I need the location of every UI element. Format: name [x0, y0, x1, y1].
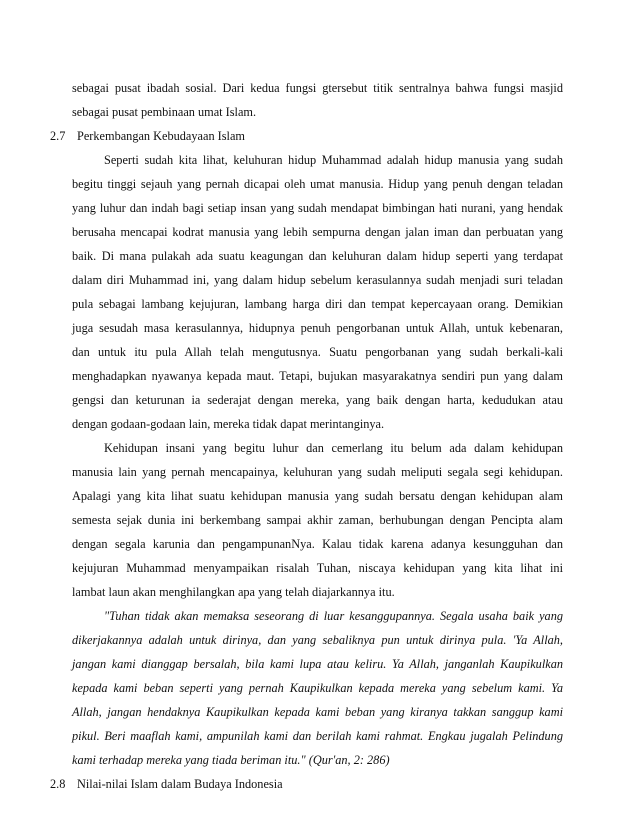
body-text-line: dan untuk itu pula Allah telah mengutusnya. Suatu pengorbanan yang sudah berkali-kali [72, 345, 563, 359]
body-text-line: berusaha mencapai kodrat manusia yang lebih sempurna dengan jalan iman dan perbuatan yang [72, 225, 563, 239]
body-text-line: sebagai pusat pembinaan umat Islam. [72, 105, 257, 119]
body-text-line: gengsi dan keturunan ia sederajat dengan mereka, yang baik dengan harta, kedudukan atau [72, 393, 563, 407]
body-text-line: Seperti sudah kita lihat, keluhuran hidup Muhammad adalah hidup manusia yang sudah [104, 153, 563, 167]
body-text-line: juga sesudah masa kerasulannya, hidupnya penuh pengorbanan untuk Allah, untuk kebenaran, [72, 321, 563, 335]
body-text-line: Kehidupan insani yang begitu luhur dan cemerlang itu belum ada dalam kehidupan [104, 441, 563, 455]
body-text-line: pula sebagai lambang kejujuran, lambang harga diri dan tempat kepercayaan orang. Demikian [72, 297, 563, 311]
body-text-line: lambat laun akan menghilangkan apa yang telah diajarkannya itu. [72, 585, 395, 599]
section-title: Nilai-nilai Islam dalam Budaya Indonesia [77, 777, 283, 791]
section-number: 2.7 [50, 129, 66, 143]
quote-line: jangan kami dianggap bersalah, bila kami lupa atau keliru. Ya Allah, janganlah Kaupikulkan [72, 657, 563, 671]
quote-line: pikul. Beri maaflah kami, ampunilah kami dan berilah kami rahmat. Engkau jugalah Pelindung [72, 729, 563, 743]
body-text-line: menghadapkan nyawanya kepada maut. Tetapi, bujukan masyarakatnya sendiri pun yang dalam [72, 369, 563, 383]
body-text-line: kejujuran Muhammad menyampaikan risalah Tuhan, niscaya kehidupan yang kita lihat ini [72, 561, 563, 575]
quote-line: dikerjakannya adalah untuk dirinya, dan yang sebaliknya pun untuk dirinya pula. 'Ya Allah, [72, 633, 563, 647]
body-text-line: sebagai pusat ibadah sosial. Dari kedua fungsi gtersebut titik sentralnya bahwa fungsi masjid [72, 81, 563, 95]
quote-line: kami terhadap mereka yang tiada beriman itu." (Qur'an, 2: 286) [72, 753, 390, 767]
quote-line: kepada kami beban seperti yang pernah Kaupikulkan kepada mereka yang sebelum kami. Ya [72, 681, 563, 695]
section-number: 2.8 [50, 777, 66, 791]
section-title: Perkembangan Kebudayaan Islam [77, 129, 245, 143]
quote-line: Allah, jangan hendaknya Kaupikulkan kepada kami beban yang kiranya takkan sanggup kami [72, 705, 563, 719]
body-text-line: manusia lain yang pernah mencapainya, keluhuran yang sudah meliputi segala segi kehidupan. [72, 465, 563, 479]
body-text-line: dalam diri Muhammad ini, yang dalam hidup sebelum kerasulannya sudah menjadi suri teladan [72, 273, 563, 287]
body-text-line: dengan segala karunia dan pengampunanNya. Kalau tidak karena adanya kesungguhan dan [72, 537, 563, 551]
body-text-line: begitu tinggi sejauh yang pernah dicapai oleh umat manusia. Hidup yang penuh dengan teladan [72, 177, 563, 191]
body-text-line: baik. Di mana pulakah ada suatu keagungan dan keluhuran dalam hidup seperti yang terdapat [72, 249, 563, 263]
quote-line: "Tuhan tidak akan memaksa seseorang di luar kesanggupannya. Segala usaha baik yang [104, 609, 563, 623]
body-text-line: yang luhur dan indah bagi setiap insan yang sudah mendapat bimbingan hati nurani, yang hendak [72, 201, 563, 215]
body-text-line: dengan godaan-godaan lain, mereka tidak dapat merintanginya. [72, 417, 385, 431]
body-text-line: semesta sejak dunia ini berkembang sampai akhir zaman, berhubungan dengan Pencipta alam [72, 513, 563, 527]
body-text-line: Apalagi yang kita lihat suatu kehidupan manusia yang sudah bersatu dengan kehidupan alam [72, 489, 563, 503]
